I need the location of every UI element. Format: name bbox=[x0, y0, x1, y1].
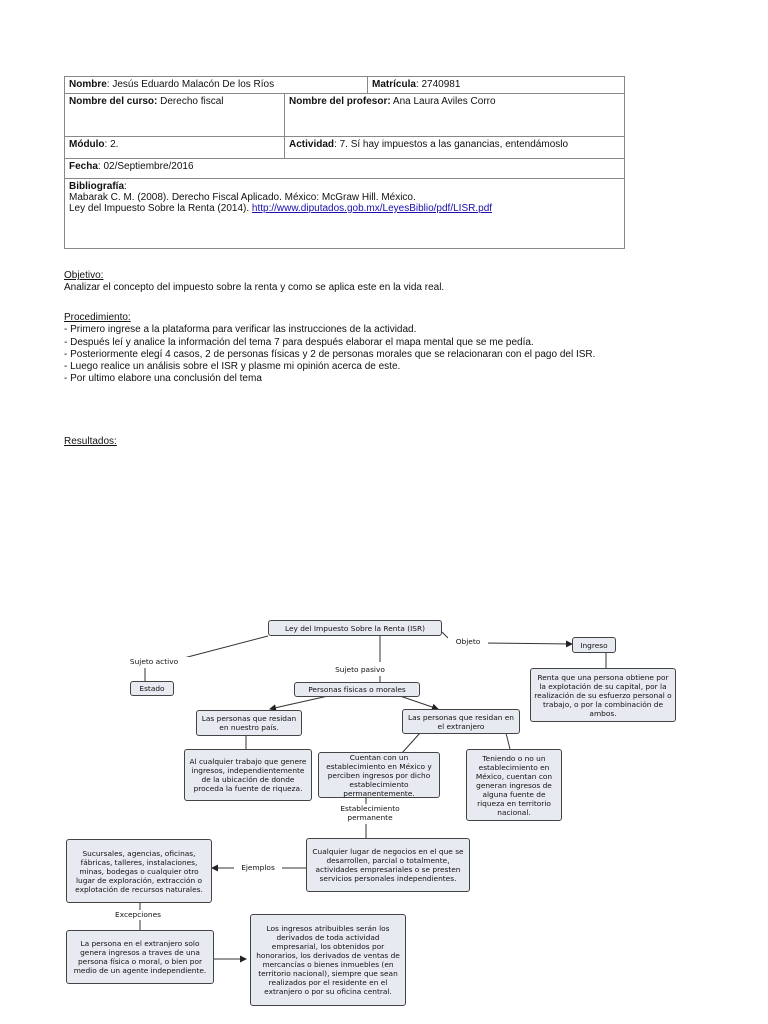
objetivo-text: Analizar el concepto del impuesto sobre la renta y como se aplica este en la vida real. bbox=[64, 282, 445, 294]
fecha-value: : 02/Septiembre/2016 bbox=[97, 161, 194, 172]
nombre-cell bbox=[65, 77, 368, 94]
modulo-label: Módulo bbox=[69, 139, 105, 150]
modulo-cell bbox=[65, 137, 285, 159]
matricula-cell bbox=[368, 77, 625, 94]
actividad-value: : 7. Sí hay impuestos a las ganancias, entendámoslo bbox=[334, 139, 569, 150]
nombre-label: Nombre bbox=[69, 79, 107, 90]
sucursales-node: Sucursales, agencias, oficinas, fábricas, talleres, instalaciones, minas, bodegas o cualquier otro lugar de exploración, extracción o explotación de recursos naturales. bbox=[66, 839, 212, 903]
curso-cell bbox=[65, 94, 285, 137]
ejemplos-label: Ejemplos bbox=[234, 863, 282, 872]
concept-map bbox=[60, 612, 700, 1012]
establecimiento-mexico-node: Cuentan con un establecimiento en México y perciben ingresos por dicho establecimiento permanentemente. bbox=[318, 752, 440, 798]
procedimiento-section bbox=[64, 312, 595, 386]
matricula-label: Matrícula bbox=[372, 79, 416, 90]
fecha-cell bbox=[65, 159, 625, 179]
bibliografia-label: Bibliografía bbox=[69, 181, 125, 192]
bibliografia-cell bbox=[65, 179, 625, 249]
sujeto-pasivo-label: Sujeto pasivo bbox=[320, 665, 400, 674]
sin-establecimiento-node: Teniendo o no un establecimiento en México, cuentan con generan ingresos de alguna fuente de riqueza en territorio nacional. bbox=[466, 749, 562, 821]
resultados-section bbox=[64, 436, 117, 448]
procedimiento-step: - Después leí y analice la información del tema 7 para después elaborar el mapa mental que se me pedía. bbox=[64, 336, 534, 348]
procedimiento-step: - Por ultimo elabore una conclusión del tema bbox=[64, 373, 262, 385]
lugar-negocios-node: Cualquier lugar de negocios en el que se desarrollen, parcial o totalmente, actividades empresariales o se presten servicios personales independientes. bbox=[306, 838, 470, 892]
actividad-label: Actividad bbox=[289, 139, 335, 150]
objeto-label: Objeto bbox=[448, 637, 488, 646]
excepciones-label: Excepciones bbox=[106, 910, 170, 919]
persona-extranjero-node: La persona en el extranjero solo genera ingresos a traves de una persona física o moral, o bien por medio de un agente independiente. bbox=[66, 930, 214, 984]
isr-root-node: Ley del Impuesto Sobre la Renta (ISR) bbox=[268, 620, 442, 636]
ingresos-atribuibles-node: Los ingresos atribuibles serán los derivados de toda actividad empresarial, los obtenidos por honorarios, los derivados de ventas de mercancías o bienes inmuebles (en territorio nacional), siempre que sean realizados por el residente en el extranjero o por su oficina central. bbox=[250, 914, 406, 1006]
trabajo-node: Al cualquier trabajo que genere ingresos, independientemente de la ubicación de donde proceda la fuente de riqueza. bbox=[184, 749, 312, 801]
profesor-value: Ana Laura Aviles Corro bbox=[390, 96, 496, 107]
ingreso-definition-node: Renta que una persona obtiene por la explotación de su capital, por la realización de su esfuerzo personal o trabajo, o por la combinación de ambos. bbox=[530, 668, 676, 722]
procedimiento-step: - Posteriormente elegí 4 casos, 2 de personas físicas y 2 de personas morales que se relacionaran con el pago del ISR. bbox=[64, 348, 596, 360]
actividad-cell bbox=[285, 137, 625, 159]
objetivo-section bbox=[64, 270, 444, 295]
fecha-label: Fecha bbox=[69, 161, 98, 172]
residen-extranjero-node: Las personas que residan en el extranjero bbox=[402, 709, 520, 734]
profesor-label: Nombre del profesor: bbox=[289, 96, 391, 107]
personas-node: Personas físicas o morales bbox=[294, 682, 420, 697]
profesor-cell bbox=[285, 94, 625, 137]
resultados-title: Resultados: bbox=[64, 436, 117, 447]
modulo-value: : 2. bbox=[104, 139, 119, 150]
curso-value: Derecho fiscal bbox=[157, 96, 224, 107]
curso-label: Nombre del curso: bbox=[69, 96, 158, 107]
info-table bbox=[64, 76, 625, 249]
sujeto-activo-label: Sujeto activo bbox=[118, 657, 190, 666]
bibliography-entry-1: Mabarak C. M. (2008). Derecho Fiscal Aplicado. México: McGraw Hill. México. bbox=[69, 192, 416, 203]
bibliografia-colon: : bbox=[124, 181, 127, 192]
procedimiento-step: - Luego realice un análisis sobre el ISR y plasme mi opinión acerca de este. bbox=[64, 361, 401, 373]
procedimiento-step: - Primero ingrese a la plataforma para verificar las instrucciones de la actividad. bbox=[64, 324, 417, 336]
procedimiento-title: Procedimiento: bbox=[64, 312, 131, 323]
nombre-value: : Jesús Eduardo Malacón De los Ríos bbox=[106, 79, 275, 90]
establecimiento-permanente-label: Establecimiento permanente bbox=[336, 804, 404, 822]
lisr-link[interactable]: http://www.diputados.gob.mx/LeyesBiblio/pdf/LISR.pdf bbox=[251, 203, 493, 214]
residen-pais-node: Las personas que residan en nuestro país. bbox=[196, 710, 302, 736]
bibliography-entry-2: Ley del Impuesto Sobre la Renta (2014). bbox=[69, 203, 252, 214]
estado-node: Estado bbox=[130, 681, 174, 696]
matricula-value: : 2740981 bbox=[415, 79, 461, 90]
objetivo-title: Objetivo: bbox=[64, 270, 104, 281]
ingreso-node: Ingreso bbox=[572, 637, 616, 653]
